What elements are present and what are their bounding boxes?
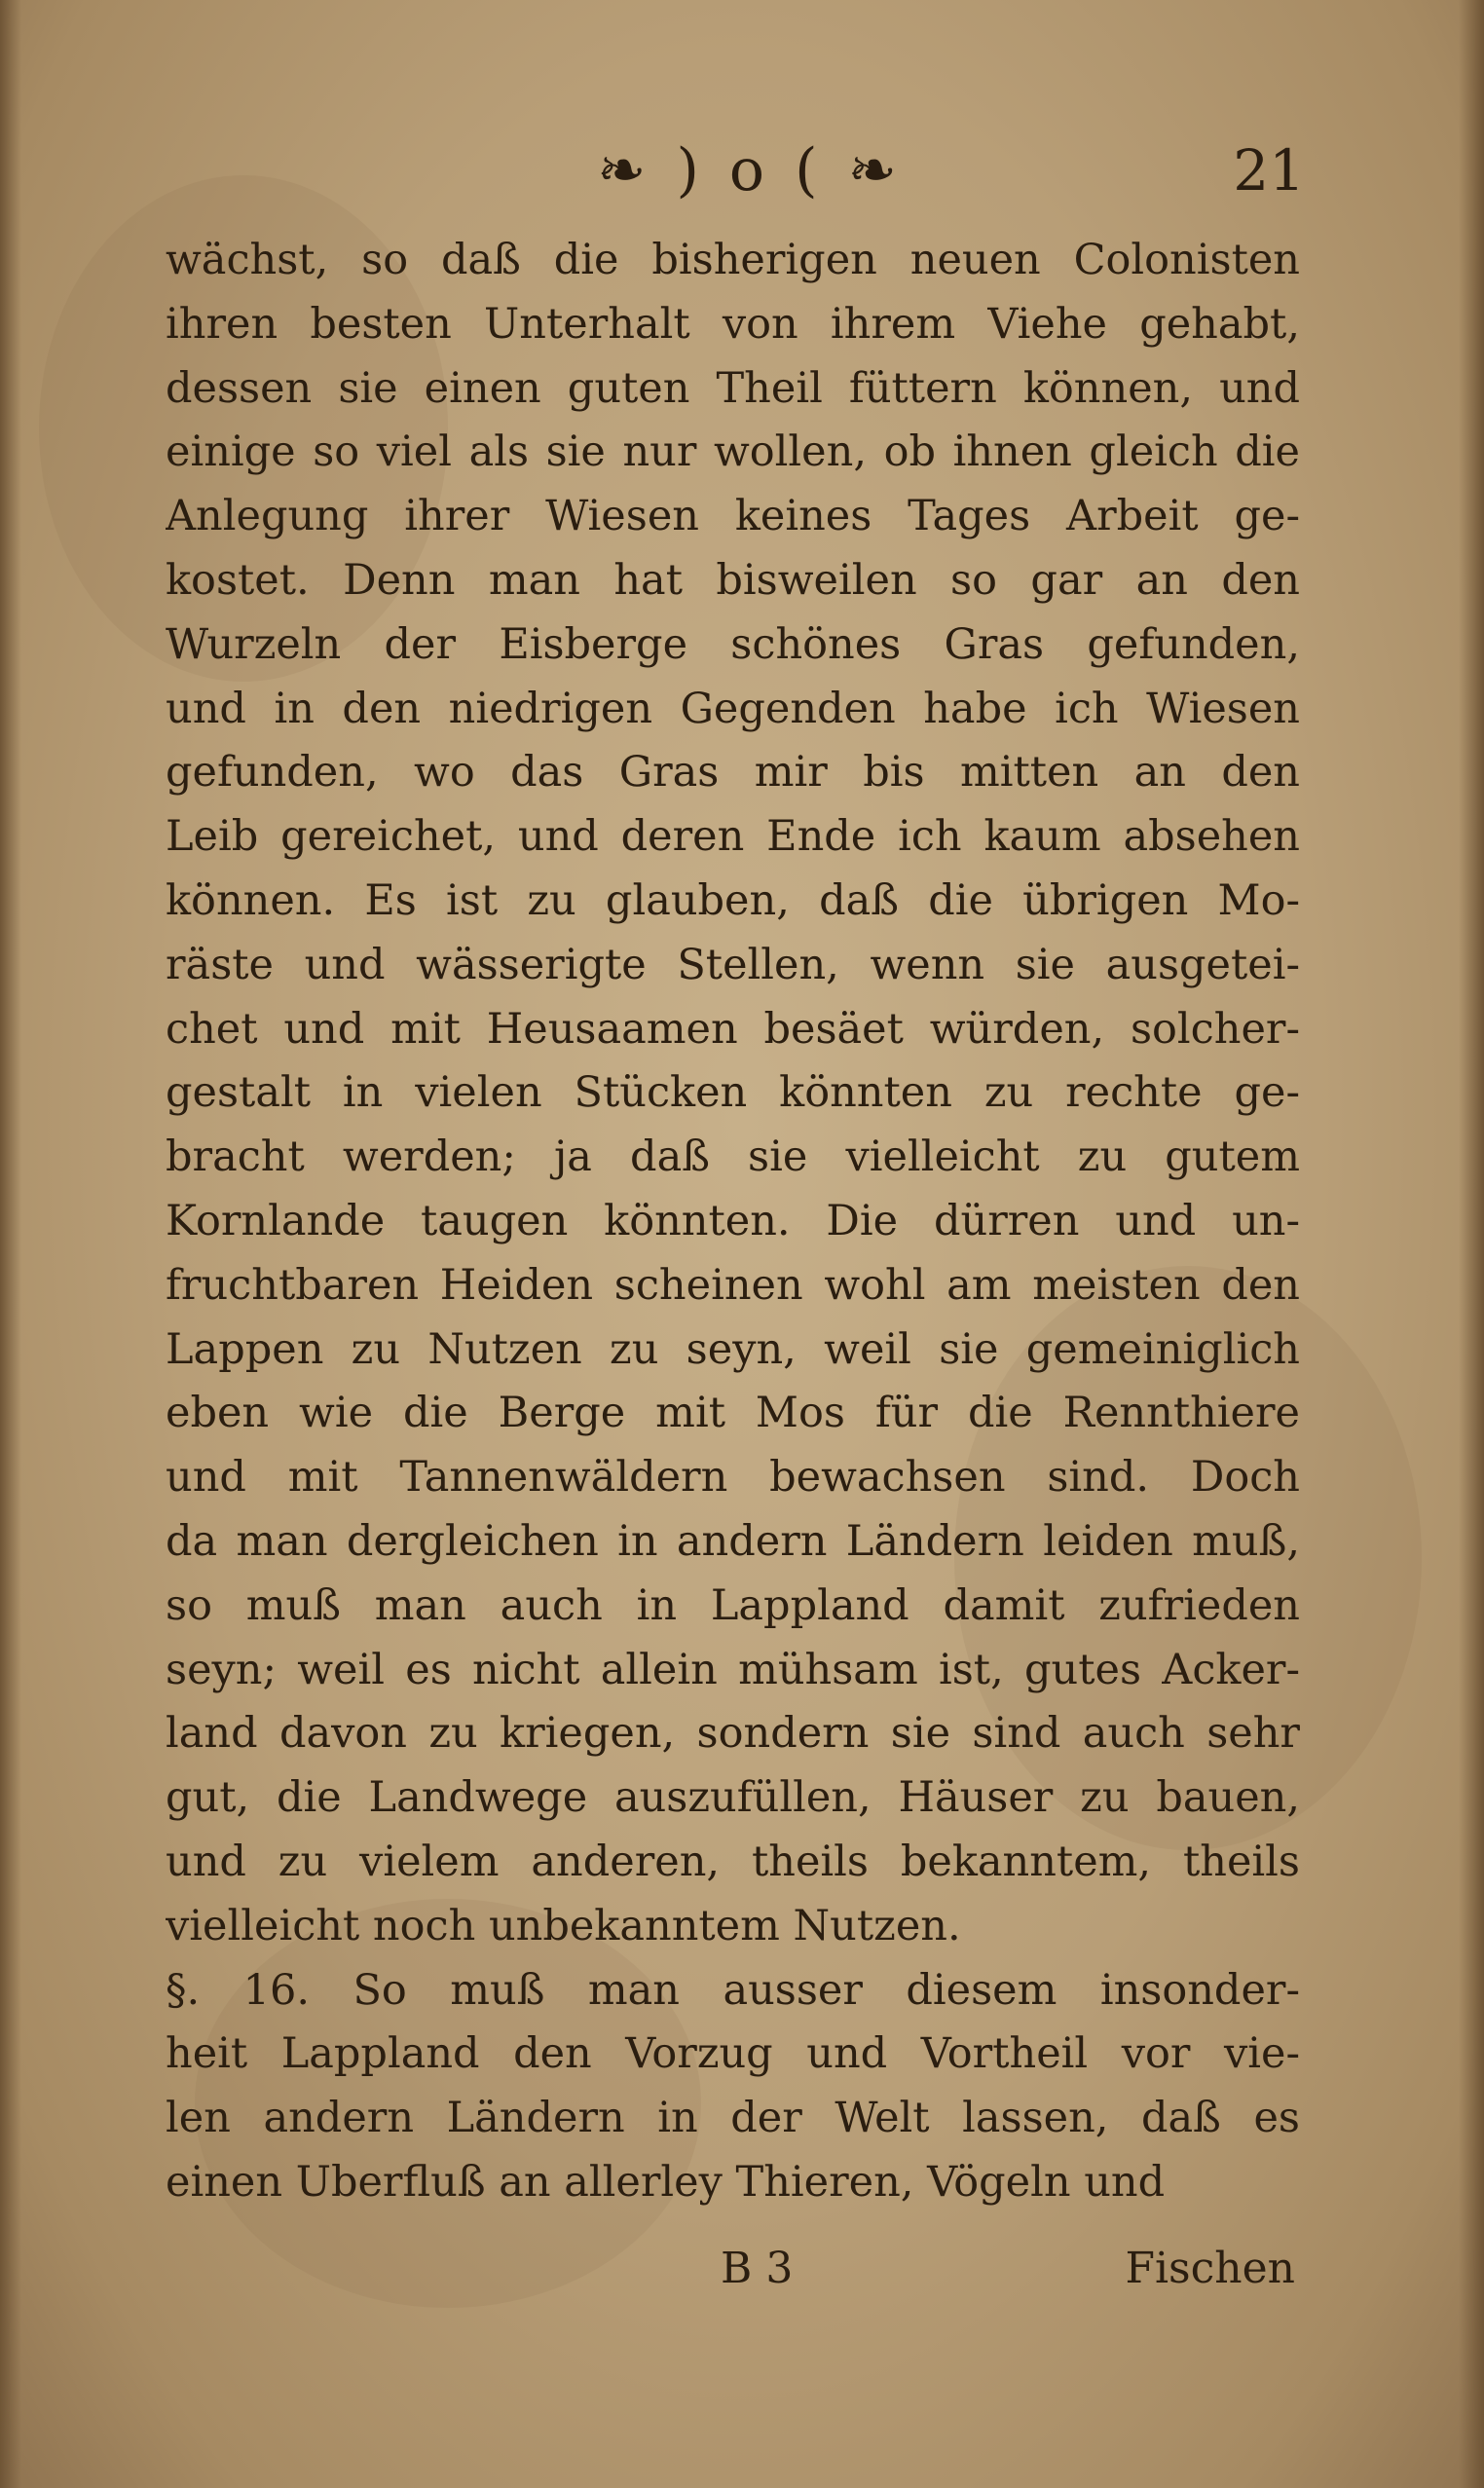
text-line: seyn; weil es nicht allein mühsam ist, gutes Acker- xyxy=(166,1645,1300,1694)
text-line: bracht werden; ja daß sie vielleicht zu gutem xyxy=(166,1133,1300,1182)
page-edge-right xyxy=(1459,0,1484,2488)
catchword: Fischen xyxy=(1125,2244,1295,2293)
text-line: gestalt in vielen Stücken könnten zu rechte ge- xyxy=(166,1068,1300,1118)
text-line: und in den niedrigen Gegenden habe ich Wiesen xyxy=(166,684,1300,733)
text-line: fruchtbaren Heiden scheinen wohl am meisten den xyxy=(166,1260,1300,1310)
text-line: land davon zu kriegen, sondern sie sind auch sehr xyxy=(166,1709,1300,1759)
text-line: kostet. Denn man hat bisweilen so gar an den xyxy=(166,555,1300,605)
text-line: Anlegung ihrer Wiesen keines Tages Arbeit ge- xyxy=(166,492,1300,541)
text-line: chet und mit Heusaamen besäet würden, solcher- xyxy=(166,1004,1300,1054)
text-line: wächst, so daß die bisherigen neuen Colonisten xyxy=(166,236,1300,284)
text-line: eben wie die Berge mit Mos für die Rennthiere xyxy=(166,1389,1300,1438)
page-edge-left xyxy=(0,0,21,2488)
text-line: §. 16. So muß man ausser diesem insonder- xyxy=(166,1965,1300,2015)
text-line: einige so viel als sie nur wollen, ob ihnen gleich die xyxy=(166,427,1300,477)
text-line: da man dergleichen in andern Ländern leiden muß, xyxy=(166,1516,1300,1566)
text-line: Kornlande taugen könnten. Die dürren und un- xyxy=(166,1196,1300,1245)
text-line: vielleicht noch unbekanntem Nutzen. xyxy=(166,1901,961,1950)
page-footer xyxy=(156,2235,1305,2303)
text-line: so muß man auch in Lappland damit zufrieden xyxy=(166,1580,1300,1630)
text-line: dessen sie einen guten Theil füttern können, und xyxy=(166,363,1300,413)
header-ornament: ❧ ) o ( ❧ xyxy=(597,136,903,204)
text-line: und zu vielem anderen, theils bekanntem, theils xyxy=(166,1837,1300,1886)
body-text xyxy=(166,229,1300,2215)
text-line: räste und wässerigte Stellen, wenn sie ausgetei- xyxy=(166,940,1300,989)
text-line: gut, die Landwege auszufüllen, Häuser zu bauen, xyxy=(166,1773,1300,1823)
signature-mark: B 3 xyxy=(721,2244,794,2293)
text-line: und mit Tannenwäldern bewachsen sind. Doch xyxy=(166,1453,1300,1503)
page-header xyxy=(156,127,1305,214)
text-line: ihren besten Unterhalt von ihrem Viehe gehabt, xyxy=(166,299,1300,349)
text-line: gefunden, wo das Gras mir bis mitten an den xyxy=(166,748,1300,798)
text-line: heit Lappland den Vorzug und Vortheil vor vie- xyxy=(166,2029,1300,2079)
text-line: einen Uberfluß an allerley Thieren, Vögeln und xyxy=(166,2157,1166,2207)
text-line: Wurzeln der Eisberge schönes Gras gefunden, xyxy=(166,619,1300,669)
text-line: Leib gereichet, und deren Ende ich kaum absehen xyxy=(166,812,1300,862)
page-number: 21 xyxy=(1233,137,1305,204)
text-line: len andern Ländern in der Welt lassen, daß es xyxy=(166,2094,1300,2143)
text-line: können. Es ist zu glauben, daß die übrigen Mo- xyxy=(166,875,1300,925)
text-line: Lappen zu Nutzen zu seyn, weil sie gemeiniglich xyxy=(166,1324,1300,1374)
